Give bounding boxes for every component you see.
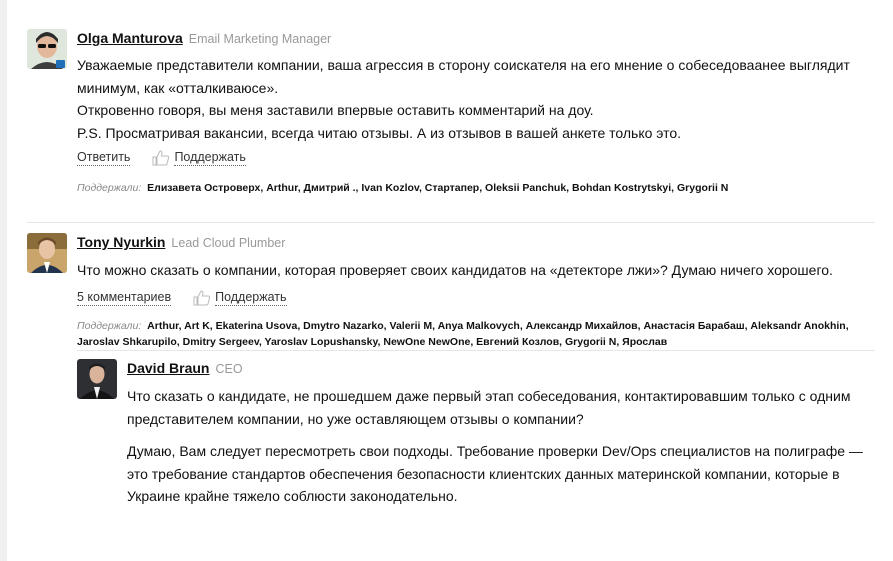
supporters-list [77, 318, 877, 350]
avatar[interactable] [27, 29, 67, 69]
comments-count-link[interactable]: 5 комментариев [77, 290, 172, 304]
author-role: CEO [215, 362, 243, 376]
author-role: Email Marketing Manager [188, 32, 332, 46]
like-label[interactable]: Поддержать [215, 290, 287, 304]
like-button[interactable] [152, 150, 245, 166]
comment-header [77, 234, 285, 256]
comment-paragraph: P.S. Просматривая вакансии, всегда читаю отзывы. А из отзывов в вашей анкете только это. [77, 124, 682, 141]
avatar[interactable] [27, 233, 67, 273]
page-left-border [0, 0, 7, 561]
comment-header [77, 30, 331, 52]
reply-link[interactable]: Ответить [77, 150, 131, 164]
like-button[interactable] [193, 290, 286, 306]
author-name[interactable]: David Braun [127, 360, 210, 376]
avatar[interactable] [77, 359, 117, 399]
comment-body [77, 54, 867, 144]
comment-paragraph: Уважаемые представители компании, ваша агрессия в сторону соискателя на его мнение о собеседоваанее выглядит минимум, как «отталкиваюсе». [77, 57, 850, 96]
thumbs-up-icon [152, 150, 170, 166]
like-label[interactable]: Поддержать [174, 150, 246, 164]
reply-divider [77, 350, 875, 351]
comment-paragraph: Думаю, Вам следует пересмотреть свои подходы. Требование проверки Dev/Ops специалистов на полиграфе — это требование стандартов обеспечения безопасности клиентских данных материнской компании, которые в Украине крайне тяжело соблюсти законодательно. [127, 443, 863, 504]
author-name[interactable]: Olga Manturova [77, 30, 183, 46]
comment-divider [27, 222, 875, 223]
comment-actions [77, 290, 287, 306]
thumbs-up-icon [193, 290, 211, 306]
supporters-names[interactable]: Елизавета Островерх, Arthur, Дмитрий ., Ivan Kozlov, Стартапер, Oleksii Panchuk, Bohdan Kostrytskyi, Grygorii N [147, 182, 729, 194]
author-role: Lead Cloud Plumber [171, 236, 286, 250]
comment-header [127, 360, 243, 382]
comment-paragraph: Что можно сказать о компании, которая проверяет своих кандидатов на «детекторе лжи»? Думаю ничего хорошего. [77, 262, 833, 278]
comment-body [77, 259, 877, 282]
author-name[interactable]: Tony Nyurkin [77, 234, 166, 250]
supporters-list [77, 180, 877, 196]
comment-actions [77, 150, 246, 166]
supporters-label: Поддержали: [77, 320, 142, 332]
comment-paragraph: Откровенно говоря, вы меня заставили впервые оставить комментарий на доу. [77, 102, 594, 118]
comment-body [127, 385, 867, 508]
supporters-names[interactable]: Arthur, Art K, Ekaterina Usova, Dmytro Nazarko, Valerii M, Anya Malkovych, Александр Михайлов, Анастасія Барабаш, Aleksandr Anokhin, Jaroslav Shkarupilo, Dmitry Sergeev, Yaroslav Lopushansky, NewOne NewOne, Евгений Козлов, Grygorii N, Ярослав [77, 320, 849, 348]
comment-paragraph: Что сказать о кандидате, не прошедшем даже первый этап собеседования, контактировавшим только с одним представителем компании, но уже оставляющем отзывы о компании? [127, 388, 851, 427]
supporters-label: Поддержали: [77, 182, 142, 194]
